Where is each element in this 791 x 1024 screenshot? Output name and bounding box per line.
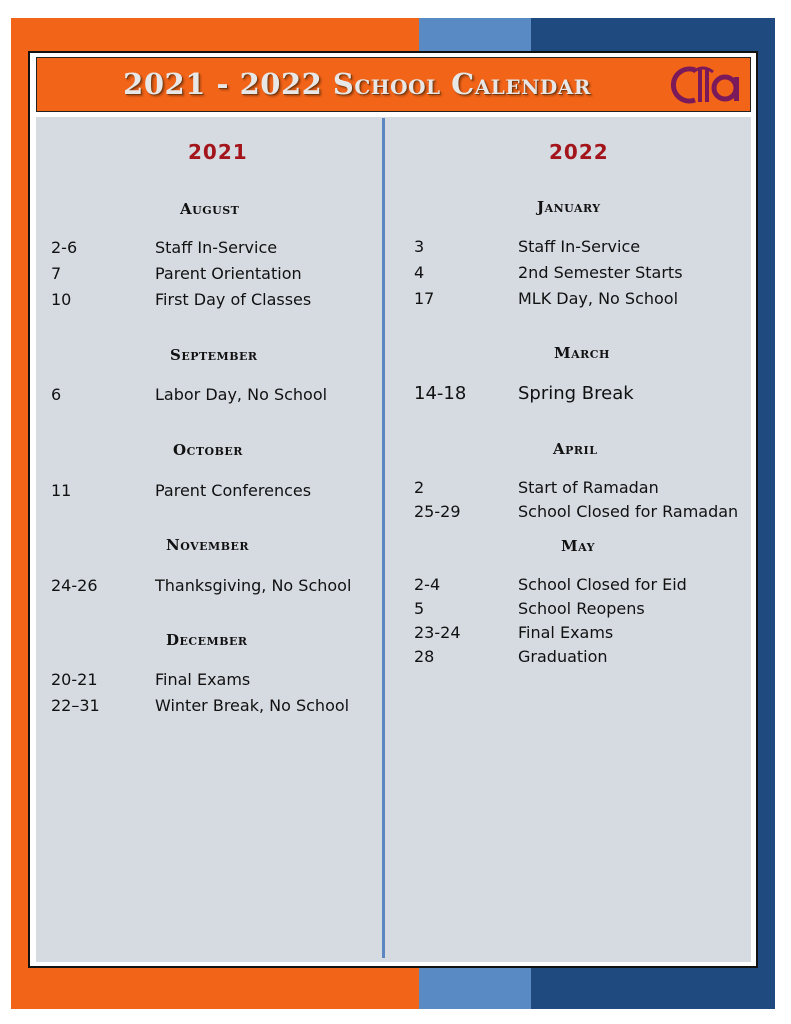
event-date: 11: [51, 481, 72, 500]
event-date: 22–31: [51, 696, 100, 715]
year-heading-2022: 2022: [549, 140, 609, 164]
event-date: 4: [414, 263, 425, 282]
month-heading-november: November: [166, 536, 250, 554]
event-label: Winter Break, No School: [155, 696, 350, 715]
school-logo-icon: [665, 62, 745, 112]
event-date: 24-26: [51, 576, 98, 595]
month-heading-august: August: [180, 200, 240, 218]
event-label: 2nd Semester Starts: [518, 263, 683, 282]
month-heading-may: May: [561, 537, 595, 555]
month-heading-march: March: [554, 344, 610, 362]
event-date: 23-24: [414, 623, 461, 642]
month-heading-september: September: [170, 346, 258, 364]
event-label: MLK Day, No School: [518, 289, 679, 308]
event-label: Parent Orientation: [155, 264, 302, 283]
event-date: 2-4: [414, 575, 441, 594]
event-date: 28: [414, 647, 435, 666]
calendar-panel: [36, 117, 751, 962]
month-heading-october: October: [173, 441, 243, 459]
event-date: 17: [414, 289, 435, 308]
event-date: 2-6: [51, 238, 78, 257]
year-heading-2021: 2021: [188, 140, 248, 164]
event-label: Final Exams: [518, 623, 614, 642]
event-label: Labor Day, No School: [155, 385, 328, 404]
event-date: 5: [414, 599, 425, 618]
event-label: Start of Ramadan: [518, 478, 659, 497]
event-date: 10: [51, 290, 72, 309]
column-divider: [382, 118, 385, 958]
page-title: 2021 - 2022 School Calendar: [123, 67, 591, 101]
event-label: Staff In-Service: [155, 238, 278, 257]
event-label: School Closed for Eid: [518, 575, 687, 594]
event-label: Spring Break: [518, 383, 634, 404]
event-date: 6: [51, 385, 62, 404]
event-label: First Day of Classes: [155, 290, 312, 309]
event-label: Final Exams: [155, 670, 251, 689]
event-label: School Reopens: [518, 599, 645, 618]
event-label: Graduation: [518, 647, 608, 666]
title-bar: [36, 57, 751, 112]
event-label: Thanksgiving, No School: [155, 576, 352, 595]
event-date: 25-29: [414, 502, 461, 521]
event-label: Parent Conferences: [155, 481, 312, 500]
event-date: 20-21: [51, 670, 98, 689]
event-date: 2: [414, 478, 425, 497]
month-heading-january: January: [537, 198, 601, 216]
month-heading-december: December: [166, 631, 248, 649]
event-label: School Closed for Ramadan: [518, 502, 739, 521]
event-date: 7: [51, 264, 62, 283]
event-date: 3: [414, 237, 425, 256]
event-label: Staff In-Service: [518, 237, 641, 256]
event-date: 14-18: [414, 383, 467, 404]
month-heading-april: April: [553, 440, 598, 458]
